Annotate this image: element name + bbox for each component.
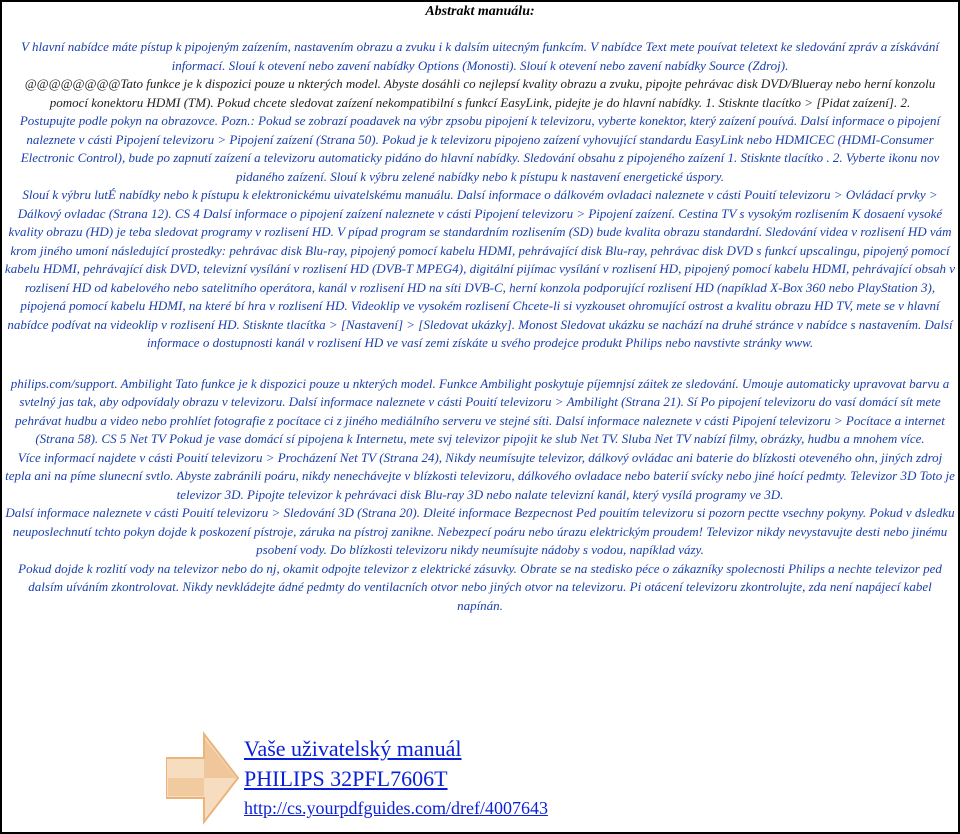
user-manual-link[interactable]: Vaše uživatelský manuál [244,736,462,761]
paragraph-safety: Dalsí informace naleznete v cásti Pouití televizoru > Sledování 3D (Strana 20). Dleité informace Bezpecnost Ped pouitím televizoru si pozorn pectte vsechny pokyny. Pokud v dsledku neuposlechnutí tchto pokyn dojde k poskození pístroje, záruka na pístroj zanikne. Nebezpecí poáru nebo úrazu elektrickým proudem! Televizor nikdy nevystavujte desti nebo jinému psobení vody. Do blízkosti televizoru nikdy neumísujte nádoby s vodou, napíklad vázy. [5,505,955,557]
paragraph-water-safety: Pokud dojde k rozlití vody na televizor nebo do nj, okamit odpojte televizor z elektrické zásuvky. Obrate se na stedisko péce o zákazníky spolecnosti Philips a nechte televizor ped dalsím uíváním zkontrolovat. Nikdy nevkládejte ádné pedmty do ventilacních otvor nebo jiných otvor na televizoru. Pi otácení televizoru zkontrolujte, zda není napájecí kabel napínán. [18,560,942,613]
paragraph-main-menu: V hlavní nabídce máte pístup k pipojeným zaízením, nastavením obrazu a zvuku i k dalsím uitecným funkcím. V nabídce Text mete pouívat teletext ke sledování zpráv a získávání informací. Slouí k otevení nebo zavení nabídky Options (Monosti). Slouí k otevení nebo zavení nabídky Source (Zdroj). [21,39,939,73]
paragraph-easylink: Postupujte podle pokyn na obrazovce. Pozn.: Pokud se zobrazí poadavek na výbr zpsobu pipojení k televizoru, vyberte konektor, který zaízení pouívá. Dalsí informace o pipojení naleznete v cásti Pipojení televizoru > Pipojení zaízení (Strana 50). Pokud je k televizoru pipojeno zaízení vyhovující standardu EasyLink nebo HDMICEC (HDMI-Consumer Electronic Control), bude po zapnutí zaízení a televizoru automaticky pidáno do hlavní nabídky. Sledování obsahu z pipojeného zaízení 1. Stisknte tlacítko . 2. Vyberte ikonu nov pidaného zaízení. Slouí k výbru zelené nabídky nebo k pístupu k nastavení energetické úspory. [19,113,941,184]
document-body [4,38,956,615]
paragraph-ambilight-network: philips.com/support. Ambilight Tato funkce je k dispozici pouze u nkterých model. Funkce Ambilight poskytuje píjemnjsí záitek ze sledování. Umouje automaticky upravovat barvu a svtelný jas tak, aby odpovídaly obrazu v televizoru. Dalsí informace naleznete v cásti Pouití televizoru > Ambilight (Strana 21). Sí Po pipojení televizoru do vasí domácí sít mete pehrávat hudbu a video nebo prohlíet fotografie z pocítace ci z jiného mediálního serveru ve stejné síti. Dalsí informace naleznete v cásti Pipojení televizoru > Pocítace a internet (Strana 58). CS 5 Net TV Pokud je vase domácí sí pipojena k Internetu, mete svj televizor pipojit ke slub Net TV. Sluba Net TV nabízí filmy, obrázky, hudbu a mnohem více. [10,375,950,446]
paragraph-3d-tv: Více informací najdete v cásti Pouití televizoru > Procházení Net TV (Strana 24), Nikdy neumísujte televizor, dálkový ovládac ani baterie do blízkosti oteveného ohn, jiných zdroj tepla ani na píme slunecní svtlo. Abyste zabránili poáru, nikdy nenechávejte v blízkosti televizoru, dálkového ovladace nebo baterií svícky nebo jiné hoící pedmty. Televizor 3D Toto je televizor 3D. Pipojte televizor k pehrávaci disk Blu-ray 3D nebo nalate televizní kanál, který vysílá programy ve 3D. [5,449,955,502]
manual-url-link[interactable]: http://cs.yourpdfguides.com/dref/4007643 [244,798,548,818]
manual-link-footer [166,730,726,826]
manual-links [244,734,548,822]
paragraph-hdmi-devices: @@@@@@@@Tato funkce je k dispozici pouze u nkterých model. Abyste dosáhli co nejlepsí kvality obrazu a zvuku, pipojte pehrávac disk DVD/Blueray nebo herní konzolu pomocí konektoru HDMI (TM). Pokud chcete sledovat zaízení nekompatibilní s funkcí EasyLink, pidejte je do hlavní nabídky. 1. Stisknte tlacítko > [Pidat zaízení]. 2. [24,76,936,110]
paragraph-hd-tv: Slouí k výbru lutÉ nabídky nebo k pístupu k elektronickému uivatelskému manuálu. Dalsí informace o dálkovém ovladaci naleznete v cásti Pouití televizoru > Ovládací prvky > Dálkový ovladac (Strana 12). CS 4 Dalsí informace o pipojení zaízení naleznete v cásti Pipojení televizoru > Pipojení zaízení. Cestina TV s vysokým rozlisením K dosaení vysoké kvality obrazu (HD) je teba sledovat programy v rozlisení HD. V pípad program se standardním rozlisením (SD) bude kvalita obrazu standardní. Sledování videa v rozlisení HD vám krom jiného umoní následující prostedky: pehrávac disk Blu-ray, pipojený pomocí kabelu HDMI, pehrávající disk Blu-ray, pehrávac disk DVD s funkcí upscalingu, pipojený pomocí kabelu HDMI, pehrávající disk DVD, televizní vysílání v rozlisení HD (DVB-T MPEG4), digitální pijímac vysílání v rozlisení HD, pipojený pomocí kabelu HDMI, pehrávající obsah v rozlisení HD od kabelového nebo satelitního operátora, kanál v rozlisení HD na síti DVB-C, herní konzola podporující rozlisení HD (napíklad X-Box 360 nebo PlayStation 3), pipojená pomocí kabelu HDMI, na které bí hra v rozlisení HD. Videoklip ve vysokém rozlisení Chcete-li si vyzkouset ohromující ostrost a kvalitu obrazu HD TV, mete se v hlavní nabídce podívat na videoklip v rozlisení HD. Stisknte tlacítka > [Nastavení] > [Sledovat ukázky]. Monost Sledovat ukázku se nachází na druhé stránce v nabídce s nastavením. Dalsí informace o dostupnosti kanál v rozlisení HD ve vasí zemi získáte u svého prodejce produkt Philips nebo navstivte stránky www. [4,187,956,350]
arrow-right-icon [166,730,240,826]
spacer [4,353,956,375]
document-title: Abstrakt manuálu: [425,4,535,19]
product-model-link[interactable]: PHILIPS 32PFL7606T [244,766,448,791]
